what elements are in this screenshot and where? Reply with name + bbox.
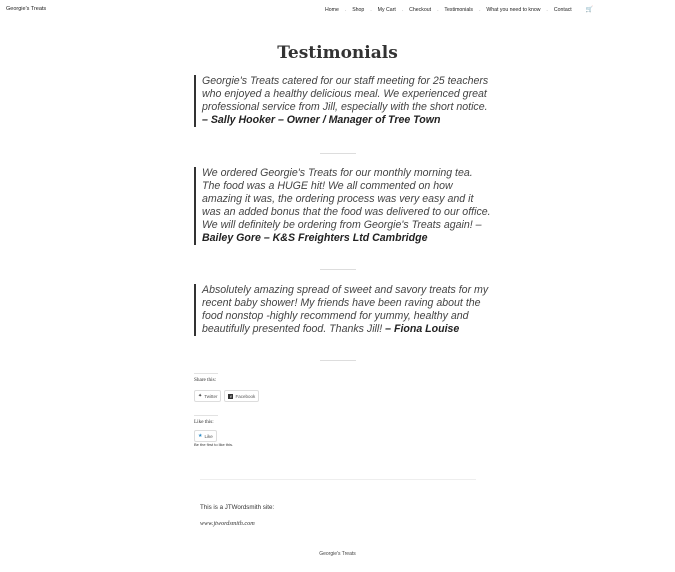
like-note: Be the first to like this. — [194, 442, 234, 447]
main-nav — [325, 6, 593, 13]
like-separator — [194, 415, 218, 416]
footer-heading: This is a JTWordsmith site: — [200, 504, 275, 511]
testimonial-text: We ordered Georgie's Treats for our monthly morning tea. The food was a HUGE hit! We all commented on how amazing it was, the ordering process was very easy and it was an added bonus that the food was delivered to our office. — [202, 167, 491, 218]
nav-shop[interactable]: Shop — [352, 6, 365, 13]
nav-separator: - — [401, 7, 404, 12]
nav-separator: - — [437, 7, 439, 12]
testimonial-author: – Sally Hooker – Owner / Manager of Tree Town — [202, 114, 441, 126]
share-label: Share this: — [194, 377, 217, 383]
top-bar — [0, 0, 675, 20]
share-facebook-button[interactable] — [224, 390, 259, 402]
divider — [320, 153, 356, 154]
like-button-label: Like — [204, 433, 213, 439]
nav-what-you-need-to-know[interactable]: What you need to know — [486, 6, 541, 13]
footer-credit[interactable]: Georgie's Treats — [319, 551, 356, 557]
nav-separator: - — [370, 7, 372, 12]
nav-my-cart[interactable]: My Cart — [377, 6, 396, 13]
nav-separator: - — [478, 7, 481, 12]
footer-link[interactable]: www.jtwordsmith.com — [200, 520, 255, 527]
testimonial-3 — [194, 284, 492, 336]
testimonial-1 — [194, 75, 492, 127]
like-label: Like this: — [194, 419, 214, 425]
share-separator — [194, 373, 218, 374]
share-buttons — [194, 390, 259, 402]
share-facebook-label: Facebook — [235, 393, 256, 399]
site-title[interactable]: Georgie's Treats — [6, 6, 47, 12]
like-button[interactable] — [194, 430, 217, 442]
testimonial-author: Bailey Gore – K&S Freighters Ltd Cambridge — [202, 232, 428, 244]
footer-divider — [200, 479, 476, 480]
testimonial-2 — [194, 167, 492, 245]
cart-icon[interactable]: 🛒 — [585, 7, 594, 13]
twitter-icon: ✦ — [198, 393, 203, 399]
nav-checkout[interactable]: Checkout — [409, 6, 432, 13]
nav-home[interactable]: Home — [325, 6, 339, 13]
testimonial-text: Absolutely amazing spread of sweet and savory treats for my recent baby shower! My friends have been raving about the food nonstop -highly recommend for yummy, healthy and beautifully presented food. Thanks Jill! — [202, 284, 489, 335]
share-twitter-label: Twitter — [204, 393, 218, 399]
testimonial-author: – Fiona Louise — [385, 323, 460, 335]
share-twitter-button[interactable] — [194, 390, 221, 402]
nav-separator: - — [546, 7, 548, 12]
testimonial-text: Georgie's Treats catered for our staff meeting for 25 teachers who enjoyed a healthy delicious meal. We experienced great professional service from Jill, especially with the short notice. — [202, 75, 489, 113]
facebook-icon: f — [230, 393, 232, 399]
nav-testimonials[interactable]: Testimonials — [444, 6, 473, 13]
nav-contact[interactable]: Contact — [553, 6, 572, 13]
nav-separator: - — [344, 7, 347, 12]
page-title: Testimonials — [277, 43, 398, 63]
divider — [320, 269, 356, 270]
divider — [320, 360, 356, 361]
testimonial-text-continued: We will definitely be ordering from Georgie's Treats again! – — [202, 219, 482, 231]
star-icon: ★ — [198, 433, 203, 439]
